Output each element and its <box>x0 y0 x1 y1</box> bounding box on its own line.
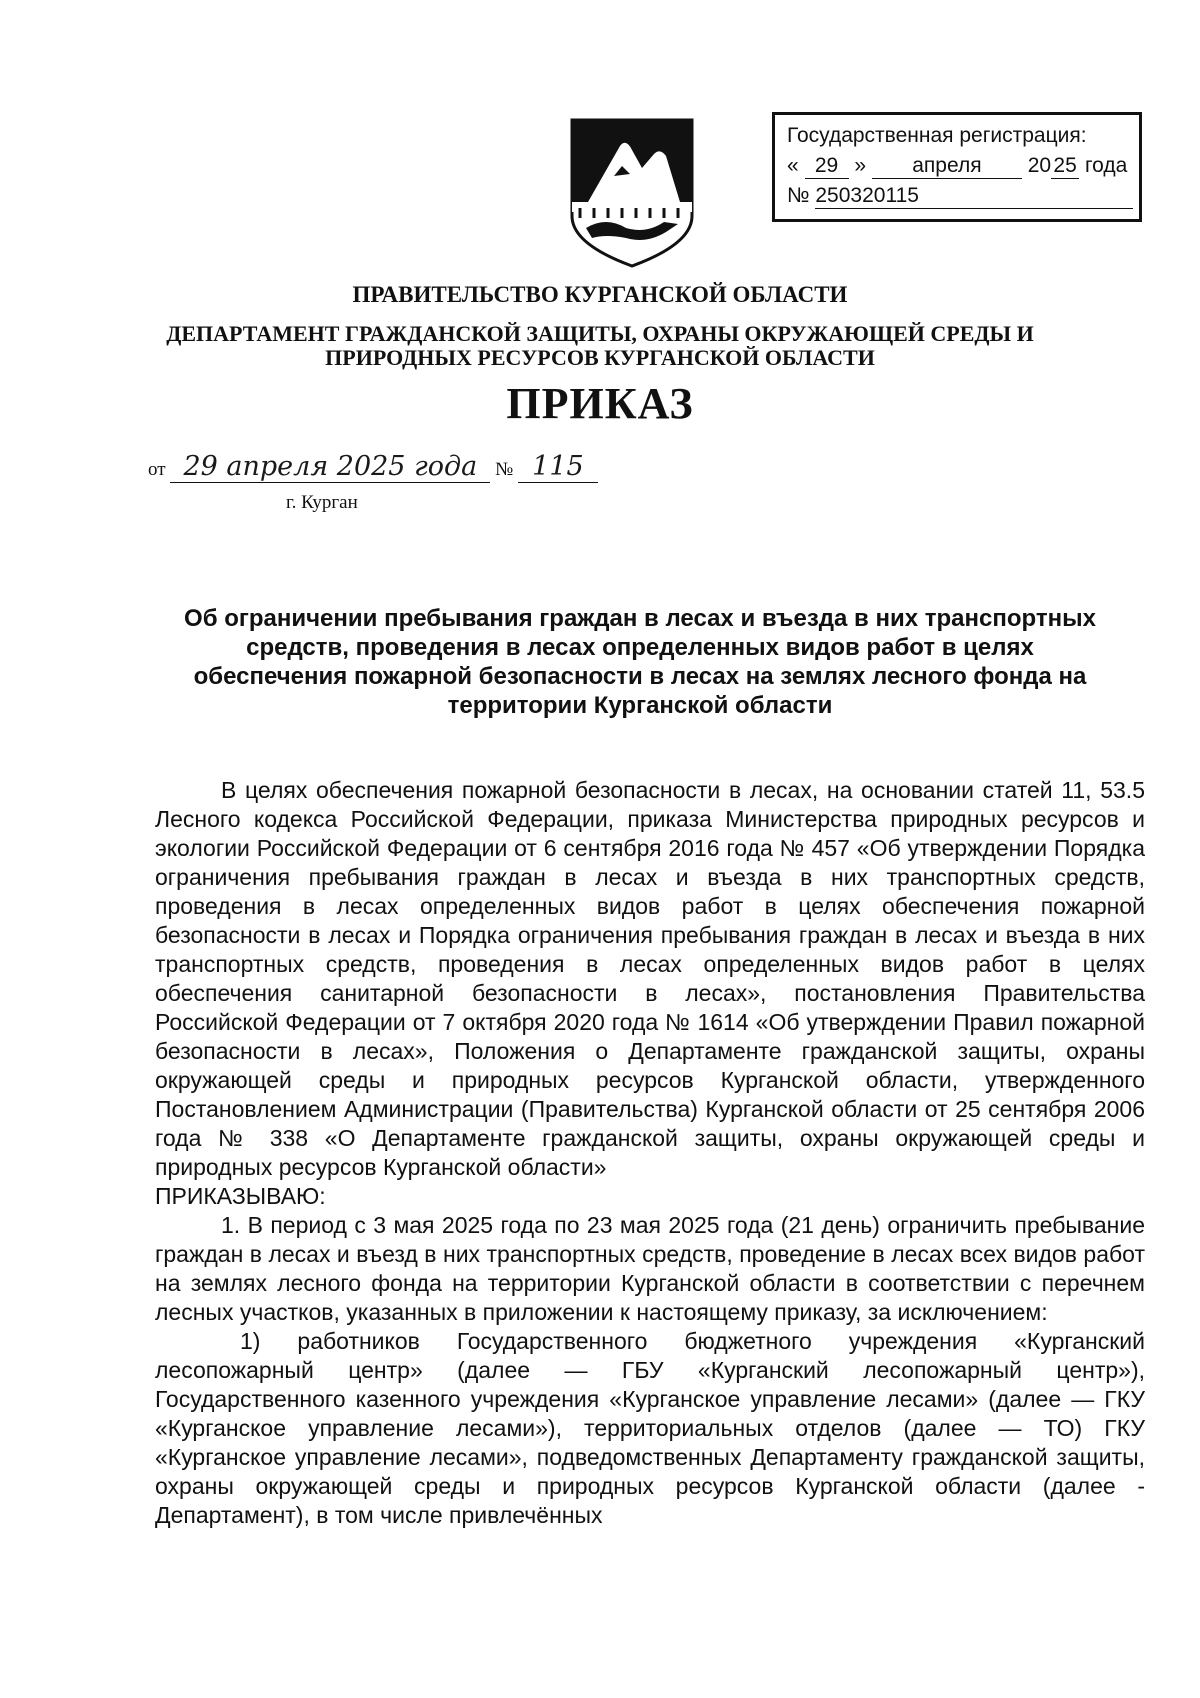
coat-of-arms-emblem <box>566 116 698 268</box>
handwritten-order-number: 115 <box>518 452 598 483</box>
document-title <box>140 604 1140 720</box>
registration-day: 29 <box>805 154 849 179</box>
title-line: Об ограничении пребывания граждан в лесах и въезда в них транспортных <box>184 605 1096 632</box>
registration-number-row <box>787 181 1139 211</box>
order-date-line <box>148 452 598 483</box>
city-label: г. Курган <box>286 492 358 513</box>
registration-number: 250320115 <box>815 184 1133 209</box>
from-label: от <box>148 459 166 480</box>
registration-number-label: № <box>787 184 810 207</box>
registration-year-suffix: 25 <box>1051 154 1079 179</box>
government-name: ПРАВИТЕЛЬСТВО КУРГАНСКОЙ ОБЛАСТИ <box>352 282 848 307</box>
item-1-paragraph: 1. В период с 3 мая 2025 года по 23 мая 2025 года (21 день) ограничить пребывание граждан в лесах и въезд в них транспортных средств, проведение в лесах всех видов работ на землях лесного фонда на территории Курганской области в соответствии с перечнем лесных участков, указанных в приложении к настоящему приказу, за исключением: <box>155 1212 1145 1325</box>
registration-month: апреля <box>872 154 1022 179</box>
order-number-label: № <box>495 459 514 480</box>
title-line: средств, проведения в лесах определенных видов работ в целях <box>246 634 1034 661</box>
close-quote: » <box>854 154 867 177</box>
preamble-paragraph: В целях обеспечения пожарной безопасности в лесах, на основании статей 11, 53.5 Лесного кодекса Российской Федерации, приказа Министерства природных ресурсов и экологии Российской Федерации от 6 сентября 2016 года № 457 «Об утверждении Порядка ограничения пребывания граждан в лесах и въезда в них транспортных средств, проведения в лесах определенных видов работ в целях обеспечения пожарной безопасности в лесах и Порядка ограничения пребывания граждан в лесах и въезда в них транспортных средств, проведения в лесах определенных видов работ в целях обеспечения санитарной безопасности в лесах», постановления Правительства Российской Федерации от 7 октября 2020 года № 1614 «Об утверждении Правил пожарной безопасности в лесах», Положения о Департаменте гражданской защиты, охраны окружающей среды и природных ресурсов Курганской области, утвержденного Постановлением Администрации (Правительства) Курганской области от 25 сентября 2006 года № 338 «О Департаменте гражданской защиты, охраны окружающей среды и природных ресурсов Курганской области» <box>155 777 1145 1180</box>
handwritten-date: 29 апреля 2025 года <box>170 452 490 483</box>
open-quote: « <box>787 154 799 177</box>
department-name-line2: ПРИРОДНЫХ РЕСУРСОВ КУРГАНСКОЙ ОБЛАСТИ <box>325 345 875 370</box>
registration-date <box>787 151 1139 181</box>
subitem-1-paragraph: 1) работников Государственного бюджетного учреждения «Курганский лесопожарный центр» (далее — ГБУ «Курганский лесопожарный центр»), Государственного казенного учреждения «Курганское управление лесами» (далее — ГКУ «Курганское управление лесами»), территориальных отделов (далее — ТО) ГКУ «Курганское управление лесами», подведомственных Департаменту гражданской защиты, охраны окружающей среды и природных ресурсов Курганской области (далее - Департамент), в том числе привлечённых <box>155 1328 1145 1528</box>
registration-year-word: года <box>1084 154 1128 177</box>
document-type: ПРИКАЗ <box>506 379 694 428</box>
department-name <box>0 322 1200 370</box>
department-name-line1: ДЕПАРТАМЕНТ ГРАЖДАНСКОЙ ЗАЩИТЫ, ОХРАНЫ ОКРУЖАЮЩЕЙ СРЕДЫ И <box>166 321 1034 346</box>
title-line: обеспечения пожарной безопасности в лесах на землях лесного фонда на <box>193 663 1087 690</box>
title-line: территории Курганской области <box>447 692 833 719</box>
command-word: ПРИКАЗЫВАЮ: <box>155 1183 326 1209</box>
registration-heading: Государственная регистрация: <box>787 124 1087 147</box>
registration-year-prefix: 20 <box>1027 154 1052 177</box>
state-registration-stamp <box>772 112 1142 222</box>
document-body <box>155 776 1145 1530</box>
